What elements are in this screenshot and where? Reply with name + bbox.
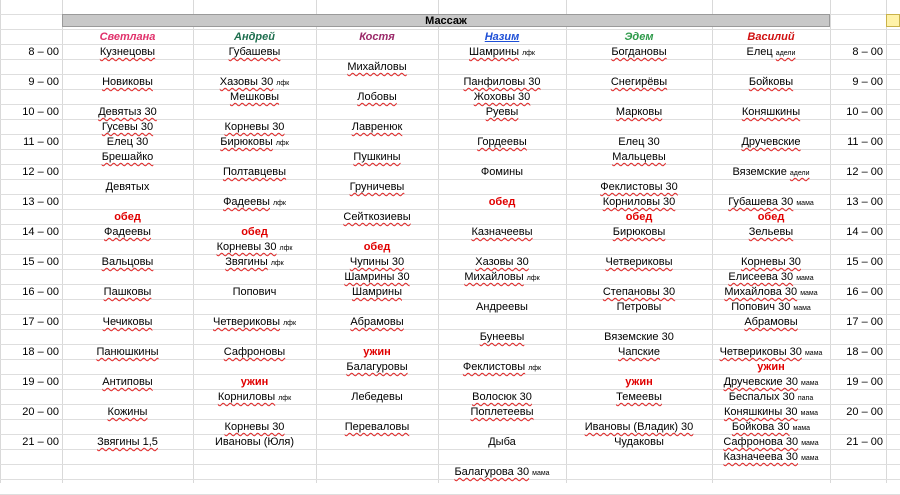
break-cell[interactable] xyxy=(566,375,712,389)
appointment-name: Елец 30 xyxy=(106,136,149,148)
appointment-name: Вяземские xyxy=(732,166,787,178)
appointment-note: мама xyxy=(796,200,814,207)
grid-column-line xyxy=(886,0,887,483)
appointment-cell[interactable] xyxy=(712,300,830,314)
appointment-name: Волосюк 30 xyxy=(472,391,532,403)
appointment-cell[interactable] xyxy=(712,390,830,404)
appointment-cell[interactable] xyxy=(438,90,566,104)
time-label-right[interactable]: 11 – 00 xyxy=(847,136,883,148)
appointment-cell[interactable] xyxy=(193,345,316,359)
appointment-cell[interactable] xyxy=(712,345,830,359)
appointment-cell[interactable] xyxy=(566,225,712,239)
break-cell[interactable] xyxy=(193,375,316,389)
appointment-cell[interactable] xyxy=(712,165,830,179)
appointment-name: обед xyxy=(241,226,268,238)
appointment-cell[interactable] xyxy=(62,255,193,269)
break-cell[interactable] xyxy=(316,240,438,254)
appointment-cell[interactable] xyxy=(438,465,566,479)
appointment-name: Четвериковы xyxy=(213,316,281,328)
appointment-cell[interactable] xyxy=(316,360,438,374)
appointment-name: Казначеевы xyxy=(471,226,533,238)
appointment-cell[interactable] xyxy=(438,330,566,344)
appointment-cell[interactable] xyxy=(193,135,316,149)
appointment-name: Звягины 1,5 xyxy=(97,436,158,448)
appointment-cell[interactable] xyxy=(438,405,566,419)
appointment-cell[interactable] xyxy=(566,330,712,344)
time-label-left[interactable]: 17 – 00 xyxy=(22,316,59,328)
appointment-cell[interactable] xyxy=(566,420,712,434)
appointment-name: Коняшкины xyxy=(741,106,801,118)
appointment-note: адели xyxy=(775,50,796,57)
time-label-right[interactable]: 20 – 00 xyxy=(846,406,883,418)
appointment-cell[interactable] xyxy=(438,255,566,269)
appointment-cell[interactable] xyxy=(712,375,830,389)
appointment-cell[interactable] xyxy=(566,45,712,59)
appointment-cell[interactable] xyxy=(193,390,316,404)
time-label-left[interactable]: 8 – 00 xyxy=(28,46,59,58)
appointment-name: Четвериковы 30 xyxy=(719,346,802,358)
master-header[interactable]: Андрей xyxy=(234,31,275,43)
time-label-right[interactable]: 8 – 00 xyxy=(852,46,883,58)
appointment-name: Брешайко xyxy=(101,151,154,163)
appointment-cell[interactable] xyxy=(316,60,438,74)
appointment-name: Корневы 30 xyxy=(216,241,277,253)
grid-row-line xyxy=(0,59,900,60)
appointment-cell[interactable] xyxy=(193,75,316,89)
appointment-note: мама xyxy=(792,425,811,432)
appointment-cell[interactable] xyxy=(62,225,193,239)
appointment-cell[interactable] xyxy=(62,150,193,164)
highlighted-cell[interactable] xyxy=(886,14,900,27)
appointment-note: лфк xyxy=(275,140,289,147)
appointment-cell[interactable] xyxy=(438,360,566,374)
appointment-note: адели xyxy=(789,170,810,177)
appointment-note: лфк xyxy=(526,275,540,282)
appointment-cell[interactable] xyxy=(712,225,830,239)
time-label-left[interactable]: 16 – 00 xyxy=(22,286,59,298)
appointment-cell[interactable] xyxy=(193,195,316,209)
appointment-note: мама xyxy=(804,350,823,357)
appointment-name: Вальцовы xyxy=(101,256,154,268)
appointment-cell[interactable] xyxy=(62,405,193,419)
time-label-right[interactable]: 17 – 00 xyxy=(846,316,883,328)
time-label-right[interactable]: 9 – 00 xyxy=(852,76,883,88)
appointment-name: Михайлова 30 xyxy=(724,286,798,298)
appointment-name: Шамрины 30 xyxy=(344,271,410,283)
appointment-cell[interactable] xyxy=(62,135,193,149)
appointment-note: лфк xyxy=(278,395,292,402)
grid-row-line xyxy=(0,479,900,480)
time-label-right[interactable]: 21 – 00 xyxy=(846,436,883,448)
appointment-name: ужин xyxy=(625,376,653,388)
appointment-name: Пушкины xyxy=(353,151,401,163)
appointment-cell[interactable] xyxy=(566,195,712,209)
appointment-cell[interactable] xyxy=(438,105,566,119)
appointment-cell[interactable] xyxy=(566,135,712,149)
appointment-cell[interactable] xyxy=(62,315,193,329)
appointment-name: Коняшкины 30 xyxy=(723,406,798,418)
appointment-cell[interactable] xyxy=(438,45,566,59)
appointment-name: Балагуровы xyxy=(346,361,408,373)
grid-row-line xyxy=(0,239,900,240)
time-label-left[interactable]: 21 – 00 xyxy=(22,436,59,448)
time-label-right[interactable]: 19 – 00 xyxy=(846,376,883,388)
appointment-name: Корневы 30 xyxy=(224,121,285,133)
appointment-name: Фадеевы xyxy=(104,226,151,238)
sheet-title: Массаж xyxy=(62,14,830,27)
appointment-cell[interactable] xyxy=(566,75,712,89)
appointment-cell[interactable] xyxy=(316,120,438,134)
time-label-left[interactable]: 12 – 00 xyxy=(22,166,59,178)
appointment-cell[interactable] xyxy=(712,450,830,464)
appointment-name: Сафроновы xyxy=(223,346,286,358)
appointment-name: Степановы 30 xyxy=(602,286,676,298)
master-header[interactable]: Назим xyxy=(484,31,520,43)
appointment-name: Мальцевы xyxy=(612,151,666,163)
time-label-left[interactable]: 10 – 00 xyxy=(22,106,59,118)
appointment-name: Темеевы xyxy=(616,391,662,403)
master-header[interactable]: Василий xyxy=(747,31,795,43)
appointment-cell[interactable] xyxy=(438,225,566,239)
appointment-cell[interactable] xyxy=(193,420,316,434)
appointment-name: Бойкова 30 xyxy=(731,421,790,433)
appointment-cell[interactable] xyxy=(62,345,193,359)
time-label-right[interactable]: 12 – 00 xyxy=(846,166,883,178)
appointment-name: обед xyxy=(363,241,391,253)
time-label-right[interactable]: 15 – 00 xyxy=(846,256,883,268)
appointment-name: Дручевские 30 xyxy=(723,376,798,388)
appointment-name: Фадеевы xyxy=(223,196,270,208)
appointment-cell[interactable] xyxy=(193,255,316,269)
appointment-name: Елец 30 xyxy=(618,136,660,148)
appointment-cell[interactable] xyxy=(712,315,830,329)
appointment-name: Панюшкины xyxy=(96,346,159,358)
appointment-note: лфк xyxy=(528,365,542,372)
break-cell[interactable] xyxy=(62,210,193,224)
appointment-cell[interactable] xyxy=(316,255,438,269)
appointment-cell[interactable] xyxy=(566,285,712,299)
appointment-name: Феклистовы xyxy=(462,361,526,373)
appointment-cell[interactable] xyxy=(566,255,712,269)
appointment-note: лфк xyxy=(276,80,290,87)
appointment-cell[interactable] xyxy=(566,150,712,164)
appointment-cell[interactable] xyxy=(62,120,193,134)
appointment-cell[interactable] xyxy=(316,90,438,104)
appointment-cell[interactable] xyxy=(62,285,193,299)
appointment-name: Шамрины xyxy=(351,286,402,298)
appointment-cell[interactable] xyxy=(438,75,566,89)
grid-column-line xyxy=(566,0,567,483)
master-header[interactable]: Светлана xyxy=(99,31,156,43)
appointment-name: ужин xyxy=(240,376,269,388)
appointment-name: Девятых xyxy=(105,181,150,193)
appointment-name: Бирюковы xyxy=(612,226,666,238)
appointment-cell[interactable] xyxy=(193,435,316,449)
break-cell[interactable] xyxy=(712,360,830,374)
time-label-left[interactable]: 20 – 00 xyxy=(22,406,59,418)
appointment-name: Попович 30 xyxy=(731,301,791,313)
appointment-cell[interactable] xyxy=(62,435,193,449)
appointment-cell[interactable] xyxy=(316,180,438,194)
appointment-cell[interactable] xyxy=(316,390,438,404)
appointment-name: Чапские xyxy=(618,346,660,358)
appointment-cell[interactable] xyxy=(316,150,438,164)
break-cell[interactable] xyxy=(566,210,712,224)
time-label-left[interactable]: 11 – 00 xyxy=(23,136,59,148)
appointment-cell[interactable] xyxy=(62,375,193,389)
appointment-note: лфк xyxy=(522,50,535,57)
appointment-name: Ивановы (Владик) 30 xyxy=(584,421,694,433)
appointment-name: Ивановы (Юля) xyxy=(214,436,295,448)
appointment-name: Пашковы xyxy=(103,286,152,298)
appointment-name: Переваловы xyxy=(344,421,410,433)
appointment-note: лфк xyxy=(279,245,293,252)
time-label-left[interactable]: 13 – 00 xyxy=(22,196,59,208)
appointment-cell[interactable] xyxy=(712,75,830,89)
appointment-cell[interactable] xyxy=(438,165,566,179)
appointment-cell[interactable] xyxy=(316,285,438,299)
appointment-name: Бунеевы xyxy=(479,331,525,343)
appointment-name: Гордеевы xyxy=(477,136,527,148)
appointment-name: обед xyxy=(114,211,141,223)
appointment-name: Сейткозиевы xyxy=(343,211,411,223)
appointment-cell[interactable] xyxy=(712,195,830,209)
time-label-right[interactable]: 10 – 00 xyxy=(846,106,883,118)
appointment-note: мама xyxy=(793,305,811,312)
appointment-note: мама xyxy=(801,380,819,387)
appointment-name: Мешковы xyxy=(229,91,280,103)
appointment-name: Марковы xyxy=(615,106,663,118)
appointment-cell[interactable] xyxy=(566,390,712,404)
appointment-cell[interactable] xyxy=(62,105,193,119)
appointment-name: Панфиловы 30 xyxy=(463,76,541,88)
appointment-name: обед xyxy=(757,211,785,223)
appointment-cell[interactable] xyxy=(193,165,316,179)
appointment-cell[interactable] xyxy=(193,120,316,134)
appointment-cell[interactable] xyxy=(62,180,193,194)
appointment-name: ужин xyxy=(363,346,391,358)
appointment-cell[interactable] xyxy=(566,180,712,194)
appointment-name: Корневы 30 xyxy=(741,256,801,268)
appointment-name: Лавренюк xyxy=(351,121,403,133)
appointment-name: Антиповы xyxy=(102,376,153,388)
appointment-name: Лебедевы xyxy=(351,391,403,403)
time-label-left[interactable]: 19 – 00 xyxy=(22,376,59,388)
appointment-name: Елисеева 30 xyxy=(728,271,794,283)
appointment-cell[interactable] xyxy=(712,420,830,434)
appointment-note: мама xyxy=(801,440,819,447)
appointment-note: мама xyxy=(800,290,818,297)
appointment-cell[interactable] xyxy=(566,435,712,449)
appointment-cell[interactable] xyxy=(316,420,438,434)
appointment-name: Чупины 30 xyxy=(349,256,405,268)
appointment-cell[interactable] xyxy=(438,390,566,404)
appointment-name: Бойковы xyxy=(748,76,794,88)
appointment-cell[interactable] xyxy=(193,315,316,329)
appointment-name: Сафронова 30 xyxy=(723,436,799,448)
appointment-cell[interactable] xyxy=(438,300,566,314)
appointment-name: Попович xyxy=(232,286,277,298)
appointment-name: Новиковы xyxy=(102,76,153,88)
appointment-note: лфк xyxy=(270,260,284,267)
appointment-name: Михайловы xyxy=(464,271,524,283)
appointment-name: Абрамовы xyxy=(744,316,798,328)
time-label-left[interactable]: 9 – 00 xyxy=(28,76,59,88)
time-label-left[interactable]: 14 – 00 xyxy=(22,226,59,238)
appointment-cell[interactable] xyxy=(316,210,438,224)
appointment-note: лфк xyxy=(273,200,286,207)
appointment-cell[interactable] xyxy=(193,240,316,254)
appointment-cell[interactable] xyxy=(712,45,830,59)
appointment-name: Дручевские xyxy=(741,136,801,148)
appointment-name: Корниловы xyxy=(217,391,276,403)
appointment-name: Балагурова 30 xyxy=(454,466,530,478)
time-label-right[interactable]: 16 – 00 xyxy=(846,286,883,298)
appointment-name: Корневы 30 xyxy=(224,421,285,433)
appointment-name: Казначеева 30 xyxy=(723,451,798,463)
appointment-name: Шамрины xyxy=(469,46,520,58)
appointment-name: Губашева 30 xyxy=(728,196,794,208)
appointment-note: мама xyxy=(796,275,814,282)
appointment-name: Андреевы xyxy=(476,301,528,313)
appointment-cell[interactable] xyxy=(193,285,316,299)
time-label-right[interactable]: 14 – 00 xyxy=(846,226,883,238)
appointment-name: Фомины xyxy=(480,166,524,178)
appointment-note: мама xyxy=(800,410,819,417)
appointment-name: Кузнецовы xyxy=(99,46,156,58)
appointment-cell[interactable] xyxy=(62,45,193,59)
appointment-name: Звягины xyxy=(225,256,268,268)
appointment-cell[interactable] xyxy=(566,300,712,314)
appointment-cell[interactable] xyxy=(712,405,830,419)
appointment-cell[interactable] xyxy=(712,270,830,284)
appointment-name: Корниловы 30 xyxy=(602,196,676,208)
appointment-name: Поплетеевы xyxy=(470,406,534,418)
appointment-name: Хазовы 30 xyxy=(219,76,274,88)
appointment-name: Груничевы xyxy=(349,181,405,193)
time-label-left[interactable]: 15 – 00 xyxy=(22,256,59,268)
appointment-name: Дыба xyxy=(488,436,516,448)
appointment-name: Полтавцевы xyxy=(222,166,287,178)
appointment-name: Хазовы 30 xyxy=(475,256,529,268)
time-label-right[interactable]: 13 – 00 xyxy=(846,196,883,208)
appointment-cell[interactable] xyxy=(566,105,712,119)
break-cell[interactable] xyxy=(438,195,566,209)
appointment-note: мама xyxy=(801,455,819,462)
appointment-name: Девятыз 30 xyxy=(98,106,157,118)
appointment-cell[interactable] xyxy=(438,435,566,449)
appointment-cell[interactable] xyxy=(193,90,316,104)
appointment-name: Абрамовы xyxy=(350,316,404,328)
appointment-name: Елец xyxy=(746,46,773,58)
appointment-cell[interactable] xyxy=(438,135,566,149)
appointment-name: ужин xyxy=(757,361,785,373)
appointment-name: обед xyxy=(488,196,516,208)
appointment-name: Зельевы xyxy=(748,226,794,238)
appointment-name: Кожины xyxy=(107,406,148,418)
time-label-left[interactable]: 18 – 00 xyxy=(22,346,59,358)
appointment-cell[interactable] xyxy=(193,45,316,59)
appointment-note: мама xyxy=(532,470,550,477)
appointment-name: обед xyxy=(625,211,653,223)
appointment-name: Богдановы xyxy=(611,46,667,58)
master-header[interactable]: Эдем xyxy=(624,31,654,43)
appointment-cell[interactable] xyxy=(712,105,830,119)
appointment-name: Гусевы 30 xyxy=(101,121,154,133)
appointment-cell[interactable] xyxy=(62,75,193,89)
appointment-name: Михайловы xyxy=(347,61,407,73)
appointment-cell[interactable] xyxy=(316,315,438,329)
appointment-name: Жоховы 30 xyxy=(473,91,531,103)
appointment-note: лфк xyxy=(283,320,296,327)
appointment-name: Бирюковы xyxy=(220,136,273,148)
appointment-name: Снегирёвы xyxy=(610,76,668,88)
appointment-name: Губашевы xyxy=(228,46,281,58)
appointment-name: Лобовы xyxy=(357,91,397,103)
appointment-cell[interactable] xyxy=(316,270,438,284)
appointment-cell[interactable] xyxy=(712,135,830,149)
appointment-cell[interactable] xyxy=(438,270,566,284)
appointment-name: Чечиковы xyxy=(102,316,153,328)
appointment-name: Беспалых 30 xyxy=(728,391,795,403)
appointment-note: папа xyxy=(797,395,814,402)
master-header[interactable]: Костя xyxy=(359,31,395,43)
break-cell[interactable] xyxy=(193,225,316,239)
appointment-name: Вяземские 30 xyxy=(604,331,674,343)
appointment-name: Петровы xyxy=(616,301,662,313)
break-cell[interactable] xyxy=(316,345,438,359)
appointment-name: Феклистовы 30 xyxy=(600,181,678,193)
appointment-cell[interactable] xyxy=(712,285,830,299)
appointment-name: Руевы xyxy=(485,106,519,118)
appointment-cell[interactable] xyxy=(566,345,712,359)
break-cell[interactable] xyxy=(712,210,830,224)
appointment-cell[interactable] xyxy=(712,255,830,269)
appointment-name: Четвериковы xyxy=(605,256,673,268)
appointment-cell[interactable] xyxy=(712,435,830,449)
time-label-right[interactable]: 18 – 00 xyxy=(846,346,883,358)
appointment-name: Чудаковы xyxy=(614,436,664,448)
